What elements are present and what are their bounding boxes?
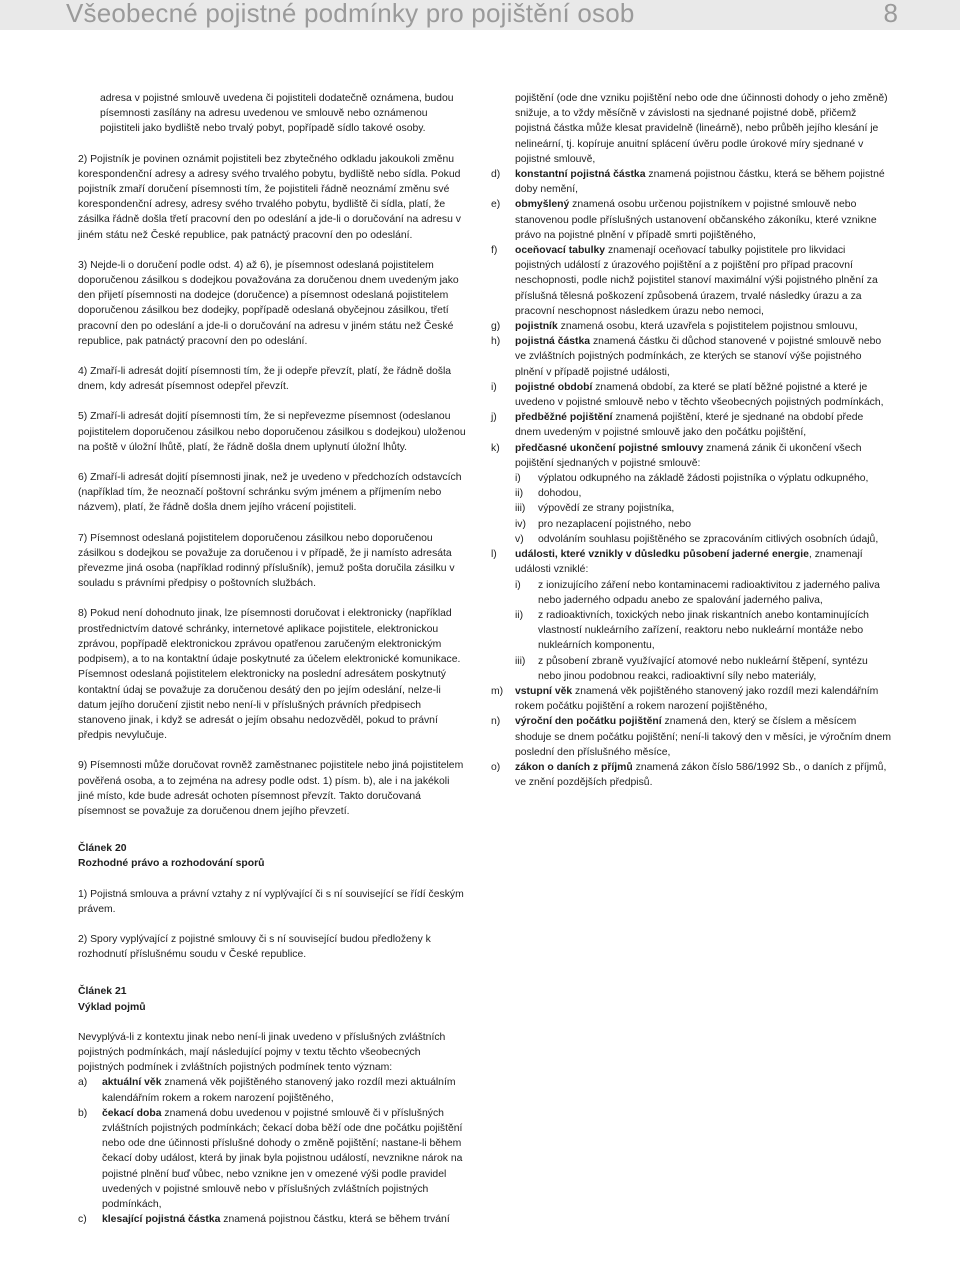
- paragraph-8: 8) Pokud není dohodnuto jinak, lze písemnosti doručovat i elektronicky (například prostřednictvím datové schránky, internetové aplikace pojistitele, elektronickou zprávou, popřípadě elektronickou zprávou opatřenou zaručeným elektronickým podpisem), a to na kontaktní údaje poskytnuté za účelem elektronické komunikace. Písemnost odeslaná pojistitelem elektronicky na poslední adresátem poskytnutý kontaktní údaj se považuje za doručenou desátý den po jejím odeslání, nelze-li datum jejího doručení zjistit nebo není-li v příslušných právních předpisech stanoveno jinak, i když se adresát o jejím obsahu nedozvěděl, pokud to právní předpis nevylučuje.: [78, 608, 461, 742]
- definition-item: [491, 197, 891, 243]
- definition-item: [491, 243, 891, 319]
- sub-label: v): [515, 533, 524, 545]
- definition-text: znamenají oceňovací tabulky pojistitele pro likvidaci pojistných událostí z úrazového pojištění a z pojištění pro případ pracovní neschopnosti, podle nichž pojistitel stanoví maximální výši pojistného plnění za příslušná tělesná poškození způsobená úrazem, trvalé následky úrazu a za pracovní neschopnost následkem úrazu nebo nemoci,: [515, 245, 878, 317]
- sub-label: i): [515, 579, 521, 591]
- definition-text: znamená věk pojištěného stanovený jako rozdíl mezi kalendářním rokem počátku pojištění a rokem narození pojištěného,: [515, 685, 879, 713]
- document-title: Všeobecné pojistné podmínky pro pojištění osob: [66, 0, 635, 28]
- sub-label: iii): [515, 503, 526, 515]
- sub-label: ii): [515, 488, 524, 500]
- definition-text: znamená pojistnou částku, která se během trvání: [220, 1214, 450, 1226]
- left-column: [78, 91, 468, 1227]
- right-column: [491, 91, 891, 790]
- definition-term: pojistník: [515, 321, 558, 333]
- definition-label: k): [491, 442, 500, 454]
- article-20-paragraph-1: 1) Pojistná smlouva a právní vztahy z ní vyplývající či s ní související se řídí českým právem.: [78, 888, 464, 915]
- paragraph-7: 7) Písemnost odeslaná pojistitelem doporučenou zásilkou nebo doporučenou zásilkou s dodejkou se považuje za doručenou i v případě, že ji namísto adresáta převezme jiná osoba (například rodinný příslušník), jemuž pošta doručila zásilku v souladu s právními předpisy o poštovních službách.: [78, 532, 455, 590]
- paragraph-5: 5) Zmaří-li adresát dojití písemnosti tím, že si nepřevezme písemnost (odeslanou pojistitelem doporučenou zásilkou nebo doporučenou zásilkou s dodejkou) uloženou na poště v úložní lhůtě, platí, že řádně došla dnem uplynutí úložní lhůty.: [78, 411, 466, 453]
- sub-text: výpovědí ze strany pojistníka,: [538, 503, 675, 515]
- definition-term: předčasné ukončení pojistné smlouvy: [515, 442, 704, 454]
- sub-text: pro nezaplacení pojistného, nebo: [538, 518, 692, 530]
- sub-item: [515, 471, 891, 486]
- definition-label: n): [491, 716, 501, 728]
- definition-text: znamená částku či důchod stanovené v pojistné smlouvě nebo ve zvláštních pojistných podmínkách, ze kterých se stanoví výše pojistného plnění v případě pojistné události,: [515, 336, 882, 378]
- sub-list: [515, 578, 891, 684]
- definition-item: [491, 684, 891, 714]
- definition-item: [491, 714, 891, 760]
- definition-item: [491, 410, 891, 440]
- paragraph-9: 9) Písemnosti může doručovat rovněž zaměstnanec pojistitele nebo jiná pojistitelem pověřená osoba, a to zejména na adresy podle odst. 1) písm. b), ale i na jakékoli jiné místo, kde bude adresát ochoten písemnost převzít. Takto doručovaná písemnost se považuje za doručenou dnem jejího převzetí.: [78, 760, 464, 817]
- sub-item: [515, 517, 891, 532]
- definition-item: [491, 380, 891, 410]
- sub-item: [515, 578, 891, 608]
- definition-term: obmyšlený: [515, 199, 570, 211]
- sub-text: z ionizujícího záření nebo kontaminacemi radioaktivitou z jaderného paliva nebo jaderného odpadu anebo ze spalování jaderného paliva,: [538, 579, 880, 606]
- sub-label: i): [515, 473, 521, 485]
- article-21-title: Článek 21: [78, 986, 127, 998]
- definition-term: pojistná částka: [515, 336, 591, 348]
- definition-item: [491, 167, 891, 197]
- sub-label: iv): [515, 518, 526, 530]
- page-number: 8: [883, 0, 898, 28]
- intro-paragraph: adresa v pojistné smlouvě uvedena či pojistiteli dodatečně oznámena, budou písemnosti zasílány na adresu uvedenou ve smlouvě nebo oznámenou pojistiteli jako bydliště nebo trvalý pobyt, popřípadě sídlo takové osoby.: [100, 93, 454, 135]
- definition-continuation: [491, 91, 891, 167]
- definition-label: h): [491, 336, 501, 348]
- sub-item: [515, 501, 891, 516]
- article-20-subtitle: Rozhodné právo a rozhodování sporů: [78, 858, 265, 870]
- paragraph-4: 4) Zmaří-li adresát dojití písemnosti tím, že ji odepře převzít, platí, že řádně došla dnem, kdy adresát písemnost odepřel převzít.: [78, 366, 452, 393]
- sub-item: [515, 608, 891, 654]
- definition-item: [491, 334, 891, 380]
- definition-term: vstupní věk: [515, 685, 573, 697]
- definition-label: g): [491, 321, 501, 333]
- sub-text: výplatou odkupného na základě žádosti pojistníka o výplatu odkupného,: [538, 473, 869, 485]
- definition-item: [78, 1106, 468, 1212]
- sub-text: odvoláním souhlasu pojištěného se zpracováním citlivých osobních údajů,: [538, 533, 879, 545]
- definition-label: a): [78, 1077, 88, 1089]
- continuation-text: pojištění (ode dne vzniku pojištění nebo ode dne účinnosti dohody o jeho změně) snižuje, a to vždy měsíčně v závislosti na sjednané pojistné době, přičemž pojistná částka může klesat pravidelně (lineárně), nebo průběh jejího klesání je nelineární, tj. kopíruje anuitní splácení úvěru podle úrokové míry sjednané v pojistné smlouvě,: [515, 93, 888, 165]
- definition-text: znamená období, za které se platí běžné pojistné a které je uvedeno v pojistné smlouvě nebo v těchto všeobecných pojistných podmínkách,: [515, 381, 884, 409]
- definition-term: oceňovací tabulky: [515, 245, 606, 257]
- definition-label: j): [491, 412, 497, 424]
- definition-label: m): [491, 685, 504, 697]
- definition-term: pojistné období: [515, 381, 593, 393]
- definition-term: konstantní pojistná částka: [515, 169, 646, 181]
- page-header: [0, 0, 960, 30]
- definition-item: [78, 1075, 468, 1105]
- sub-list: [515, 471, 891, 547]
- sub-item: [515, 532, 891, 547]
- definition-text: znamená pojistnou částku, která se během pojistné doby nemění,: [515, 169, 885, 196]
- definition-label: l): [491, 549, 497, 561]
- definition-text: znamená věk pojištěného stanovený jako rozdíl mezi aktuálním kalendářním rokem a rokem narození pojištěného,: [102, 1077, 456, 1104]
- sub-text: dohodou,: [538, 488, 582, 500]
- definition-text: znamená osobu určenou pojistníkem v pojistné smlouvě nebo stanovenou podle příslušných ustanovení občanského zákoníku, které vznikne právo na pojistné plnění v případě smrti pojištěného,: [515, 199, 877, 241]
- sub-text: z radioaktivních, toxických nebo jinak riskantních anebo kontaminujících vlastností nukleárního zařízení, reaktoru nebo nukleární montáže nebo nukleárních komponentu,: [538, 609, 869, 652]
- definition-item: [491, 760, 891, 790]
- definition-text: znamená dobu uvedenou v pojistné smlouvě či v příslušných zvláštních pojistných podmínkách; čekací doba běží ode dne počátku pojištění nebo ode dne účinnosti příslušné dohody o změně pojištění; nastane-li během čekací doby událost, která by jinak byla pojistnou událostí, nevznikne nárok na pojistné plnění buď vůbec, nebo vznikne jen v omezené výši podle pravidel uvedených v pojistné smlouvě nebo v příslušných zvláštních pojistných podmínkách,: [102, 1107, 463, 1210]
- definition-item: [491, 319, 891, 334]
- definition-text: znamená zánik či ukončení všech pojištění sjednaných v pojistné smlouvě:: [515, 442, 862, 469]
- definition-term: čekací doba: [102, 1107, 162, 1119]
- definition-text: znamená osobu, která uzavřela s pojistitelem pojistnou smlouvu,: [557, 321, 858, 333]
- paragraph-2: 2) Pojistník je povinen oznámit pojistiteli bez zbytečného odkladu jakoukoli změnu korespondenční adresy a adresy svého trvalého pobytu, bydliště nebo sídla. Pokud pojistník zmaří doručení písemnosti tím, že pojistiteli řádně neoznámí změnu své korespondenční adresy, adresy svého trvalého pobytu, bydliště či sídla, platí, že zásilka řádně došla třetí pracovní den po odeslání a jde-li o doručování na adresu v jiném státu než České republice, pak patnáctý pracovní den po odeslání.: [78, 153, 461, 241]
- definition-label: c): [78, 1214, 87, 1226]
- article-20-paragraph-2: 2) Spory vyplývající z pojistné smlouvy či s ní související budou předloženy k rozhodnutí příslušnému soudu v České republice.: [78, 933, 431, 961]
- definition-text: znamená pojištění, které je sjednané na období přede dnem uvedeným v pojistné smlouvě jako den počátku pojištění,: [515, 412, 864, 439]
- definition-label: o): [491, 761, 501, 773]
- sub-label: iii): [515, 655, 526, 667]
- definition-term: události, které vznikly v důsledku působení jaderné energie: [515, 549, 809, 561]
- definition-item: [78, 1212, 468, 1227]
- definition-label: b): [78, 1107, 88, 1119]
- article-20-title: Článek 20: [78, 843, 127, 855]
- sub-label: ii): [515, 609, 524, 621]
- article-21-intro: Nevyplývá-li z kontextu jinak nebo není-li jinak uvedeno v příslušných zvláštních pojistných podmínkách, mají následující pojmy v textu těchto všeobecných pojistných podmínek i zvláštních pojistných podmínek tento význam:: [78, 1031, 446, 1074]
- paragraph-3: 3) Nejde-li o doručení podle odst. 4) až 6), je písemnost odeslaná pojistitelem doporučenou zásilkou s dodejkou považována za doručenou dnem uvedeným jako den přijetí písemnosti na dodejce (doručence) a písemnost odeslaná pojistitelem doporučenou zásilkou bez dodejky, popřípadě odeslaná obyčejnou zásilkou, třetí pracovní den po odeslání a jde-li o doručování na adresu v jiném státu než České republice, pak patnáctý pracovní den po odeslání.: [78, 259, 459, 347]
- definition-label: i): [491, 381, 497, 393]
- definition-term: předběžné pojištění: [515, 412, 613, 424]
- paragraph-6: 6) Zmaří-li adresát dojití písemnosti jinak, než je uvedeno v předchozích odstavcích (například tím, že neoznačí poštovní schránku svým jménem a příjmením nebo názvem), platí, že řádně došla dnem jejího vrácení pojistiteli.: [78, 472, 462, 514]
- article-21-subtitle: Výklad pojmů: [78, 1001, 146, 1013]
- sub-text: z působení zbraně využívající atomové nebo nukleární štěpení, syntézu nebo jinou podobnou reakci, radioaktivní síly nebo materiály,: [538, 655, 868, 682]
- definition-label: d): [491, 169, 501, 181]
- definition-text: , znamenají události vzniklé:: [515, 549, 863, 576]
- definition-term: výroční den počátku pojištění: [515, 716, 662, 728]
- sub-item: [515, 654, 891, 684]
- definition-term: zákon o daních z příjmů: [515, 761, 633, 773]
- definition-text: znamená den, který se číslem a měsícem shoduje se dnem počátku pojištění; není-li takový den v měsíci, je výročním dnem poslední den příslušného měsíce,: [515, 716, 891, 758]
- sub-item: [515, 486, 891, 501]
- definition-item: [491, 547, 891, 684]
- definition-label: f): [491, 245, 498, 257]
- definition-term: klesající pojistná částka: [102, 1214, 221, 1226]
- definition-term: aktuální věk: [102, 1077, 162, 1089]
- definition-label: e): [491, 199, 501, 211]
- definition-item: [491, 441, 891, 547]
- definition-text: znamená zákon číslo 586/1992 Sb., o daních z příjmů, ve znění pozdějších předpisů.: [515, 761, 887, 789]
